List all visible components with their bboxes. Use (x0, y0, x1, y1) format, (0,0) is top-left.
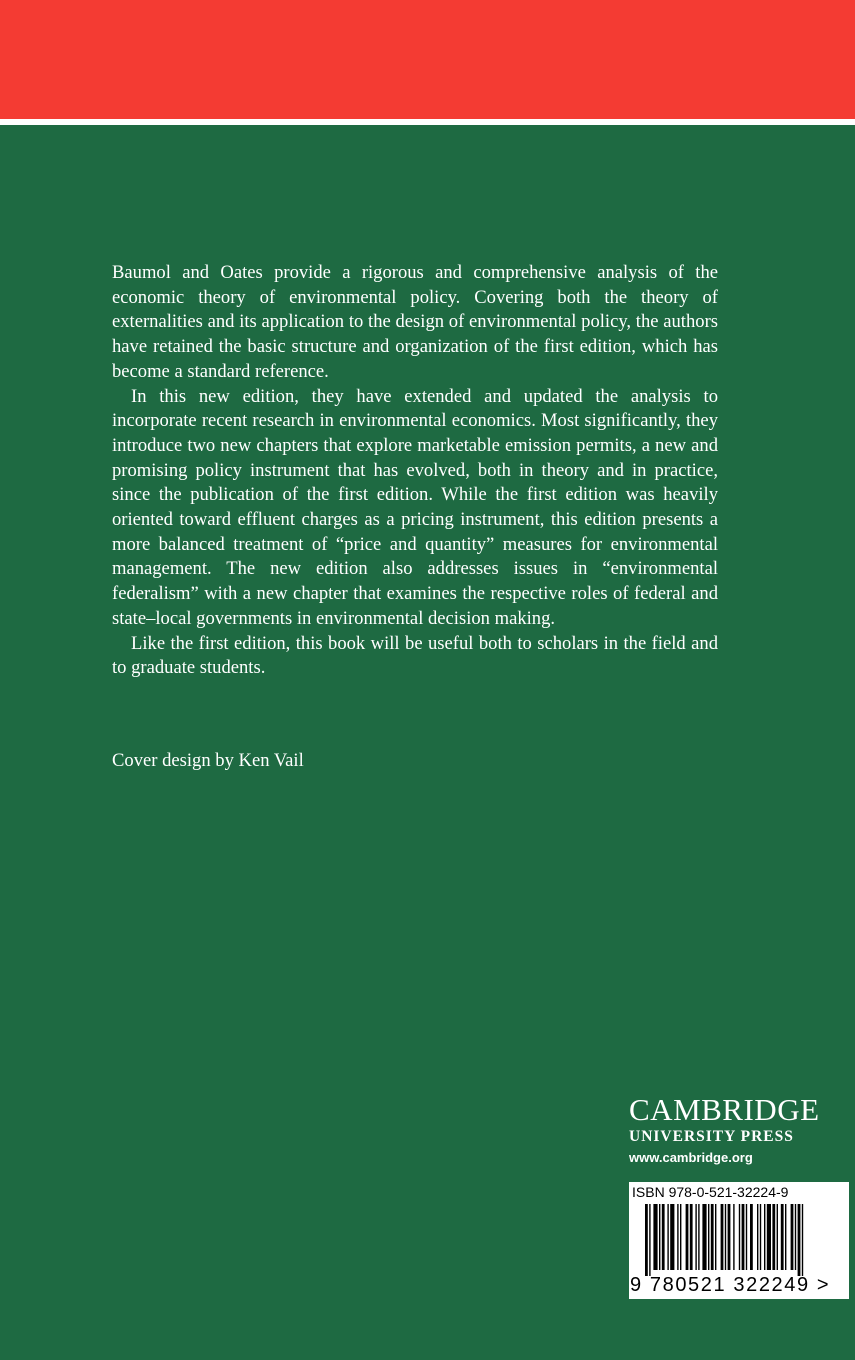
blurb-paragraph-3: Like the first edition, this book will be useful both to scholars in the field and to graduate students. (112, 632, 718, 679)
back-cover-blurb (112, 261, 718, 681)
blurb-paragraph-2: In this new edition, they have extended and updated the analysis to incorporate recent research in environmental economics. Most significantly, they introduce two new chapters that explore marketable emission permits, a new and promising policy instrument that has evolved, both in theory and in practice, since the publication of the first edition. While the first edition was heavily oriented toward effluent charges as a pricing instrument, this edition presents a more balanced treatment of “price and quantity” measures for environmental management. The new edition also addresses issues in “environmental federalism” with a new chapter that examines the respective roles of federal and state–local governments in environmental decision making. (112, 385, 718, 629)
publisher-subtitle: UNIVERSITY PRESS (629, 1128, 794, 1145)
publisher-name: CAMBRIDGE (629, 1092, 820, 1127)
barcode-block (629, 1182, 849, 1299)
blurb-paragraph-1: Baumol and Oates provide a rigorous and comprehensive analysis of the economic theory of environmental policy. Covering both the theory of externalities and its application to the design of environmental policy, the authors have retained the basic structure and organization of the first edition, which has become a standard reference. (112, 262, 718, 382)
isbn-label: ISBN 978-0-521-32224-9 (632, 1184, 789, 1200)
publisher-logo (629, 1093, 851, 1167)
divider-rule (0, 119, 855, 125)
top-color-band (0, 0, 855, 119)
publisher-url: www.cambridge.org (629, 1150, 753, 1165)
ean-digits: 9 780521 322249 > (630, 1274, 831, 1296)
cover-design-credit: Cover design by Ken Vail (112, 750, 304, 771)
